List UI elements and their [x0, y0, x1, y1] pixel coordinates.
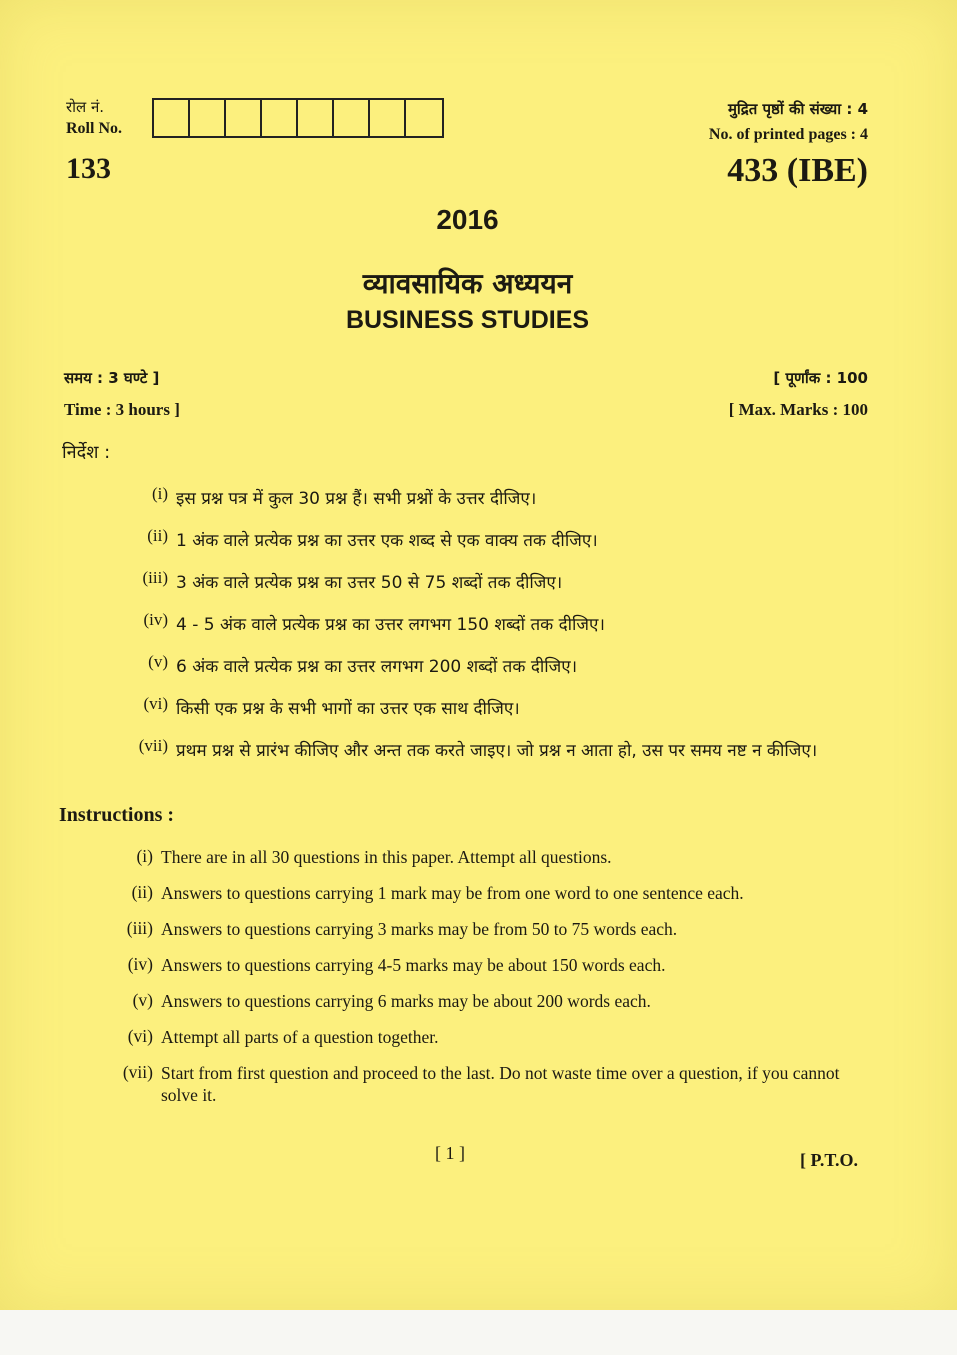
direction-item: (iii) 3 अंक वाले प्रत्येक प्रश्न का उत्तर 50 से 75 शब्दों तक दीजिए। — [142, 568, 563, 593]
roll-digit-box — [154, 100, 190, 136]
roll-digit-box — [370, 100, 406, 136]
direction-item: (vi) किसी एक प्रश्न के सभी भागों का उत्तर एक साथ दीजिए। — [143, 694, 520, 719]
paper-number: 133 — [66, 152, 111, 185]
instruction-item: (v) Answers to questions carrying 6 marks may be about 200 words each. — [132, 990, 651, 1011]
roll-digit-box — [226, 100, 262, 136]
marks-hindi: [ पूर्णांक : 100 — [773, 369, 868, 387]
directions-heading: निर्देश : — [62, 442, 111, 463]
instruction-item: (ii) Answers to questions carrying 1 mark may be from one word to one sentence each. — [131, 882, 744, 903]
direction-item: (iv) 4 - 5 अंक वाले प्रत्येक प्रश्न का उत्तर लगभग 150 शब्दों तक दीजिए। — [143, 610, 605, 635]
page-number: [ 1 ] — [435, 1143, 465, 1163]
roll-digit-box — [298, 100, 334, 136]
instructions-heading: Instructions : — [59, 804, 175, 826]
direction-item: (ii) 1 अंक वाले प्रत्येक प्रश्न का उत्तर एक शब्द से एक वाक्य तक दीजिए। — [147, 526, 598, 551]
instruction-item: (iii) Answers to questions carrying 3 marks may be from 50 to 75 words each. — [126, 918, 678, 939]
direction-item: (vii) प्रथम प्रश्न से प्रारंभ कीजिए और अन्त तक करते जाइए। जो प्रश्न न आता हो, उस पर समय नष्ट न कीजिए। — [138, 736, 818, 761]
direction-item: (v) 6 अंक वाले प्रत्येक प्रश्न का उत्तर लगभग 200 शब्दों तक दीजिए। — [148, 652, 578, 677]
time-allowed — [64, 362, 180, 426]
time-hindi: समय : 3 घण्टे ] — [64, 369, 160, 387]
roll-digit-box — [262, 100, 298, 136]
roll-label-english: Roll No. — [66, 120, 122, 137]
please-turn-over: [ P.T.O. — [799, 1150, 858, 1170]
instruction-item: (i) There are in all 30 questions in this paper. Attempt all questions. — [136, 846, 612, 867]
scan-margin — [0, 1310, 957, 1355]
instruction-item: (iv) Answers to questions carrying 4-5 marks may be about 150 words each. — [127, 954, 666, 975]
roll-number-boxes — [152, 98, 444, 138]
instruction-item: (vi) Attempt all parts of a question together. — [127, 1026, 439, 1047]
subject-title-hindi: व्यावसायिक अध्ययन — [362, 267, 573, 300]
marks-english: [ Max. Marks : 100 — [728, 400, 868, 419]
roll-digit-box — [190, 100, 226, 136]
direction-item: (i) इस प्रश्न पत्र में कुल 30 प्रश्न हैं। सभी प्रश्नों के उत्तर दीजिए। — [151, 484, 537, 509]
instruction-item: (vii) Start from first question and proceed to the last. Do not waste time over a question, if you cannot solve it. — [122, 1062, 840, 1105]
printed-pages-english: No. of printed pages : 4 — [708, 126, 868, 143]
roll-digit-box — [334, 100, 370, 136]
printed-pages — [709, 96, 868, 148]
roll-digit-box — [406, 100, 442, 136]
printed-pages-hindi: मुद्रित पृष्ठों की संख्या : 4 — [727, 100, 868, 118]
roll-number-label — [66, 96, 122, 140]
exam-year: 2016 — [436, 204, 499, 235]
paper-code: 433 (IBE) — [727, 152, 868, 189]
roll-label-hindi: रोल नं. — [66, 98, 105, 116]
time-english: Time : 3 hours ] — [64, 400, 180, 419]
subject-title-english: BUSINESS STUDIES — [345, 306, 590, 334]
max-marks — [729, 362, 868, 426]
